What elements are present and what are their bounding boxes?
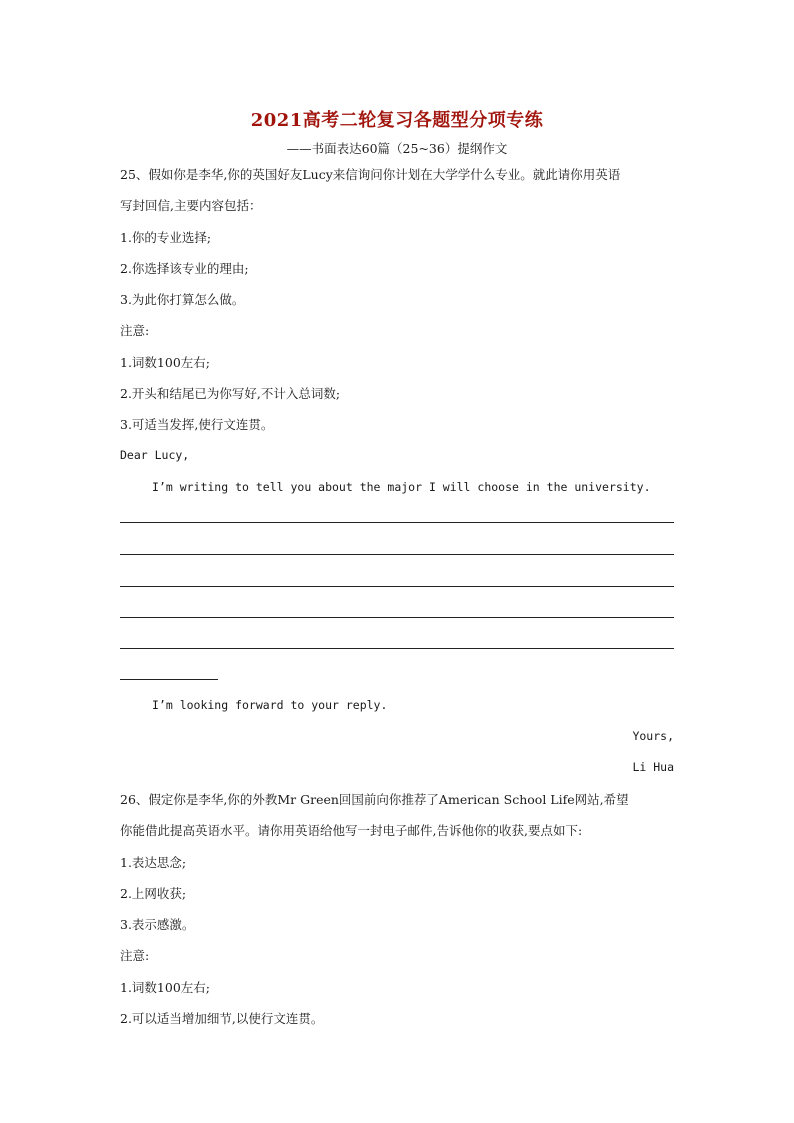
page-subtitle: ——书面表达60篇（25~36）提纲作文 [286,141,508,156]
answer-line [120,617,674,618]
q25-note-2: 2.开头和结尾已为你写好,不计入总词数; [120,386,341,401]
letter-signoff: Yours, [632,729,674,743]
q25-note-heading: 注意: [120,323,150,338]
q26-prompt-line2: 你能借此提高英语水平。请你用英语给他写一封电子邮件,告诉他你的收获,要点如下: [120,823,583,838]
q25-prompt-line2: 写封回信,主要内容包括： [120,198,262,213]
q25-prompt-line1: 25、假如你是李华,你的英国好友Lucy来信询问你计划在大学学什么专业。就此请你用英语 [120,167,621,182]
letter-closing: I’m looking forward to your reply. [152,698,388,712]
answer-line [120,554,674,555]
answer-line-short [120,679,218,680]
q25-note-1: 1.词数100左右; [120,355,210,370]
letter-signature: Li Hua [632,760,674,774]
q26-prompt-line1: 26、假定你是李华,你的外教Mr Green回国前向你推荐了American School Life网站,希望 [120,792,629,807]
q26-note-2: 2.可以适当增加细节,以使行文连贯。 [120,1011,324,1026]
answer-line [120,522,674,523]
q25-point-1: 1.你的专业选择; [120,230,212,245]
q25-point-3: 3.为此你打算怎么做。 [120,292,245,307]
letter-opening: I’m writing to tell you about the major I will choose in the university. [152,480,651,494]
q25-note-3: 3.可适当发挥,使行文连贯。 [120,417,274,432]
page-title: 2021高考二轮复习各题型分项专练 [250,110,544,131]
q26-point-1: 1.表达思念; [120,855,187,870]
answer-line [120,586,674,587]
q26-note-1: 1.词数100左右; [120,980,210,995]
answer-line [120,648,674,649]
q26-note-heading: 注意: [120,948,150,963]
q25-point-2: 2.你选择该专业的理由; [120,261,249,276]
document-page [120,0,674,1123]
letter-greeting: Dear Lucy, [120,448,190,462]
q26-point-2: 2.上网收获; [120,886,187,901]
q26-point-3: 3.表示感激。 [120,917,195,932]
